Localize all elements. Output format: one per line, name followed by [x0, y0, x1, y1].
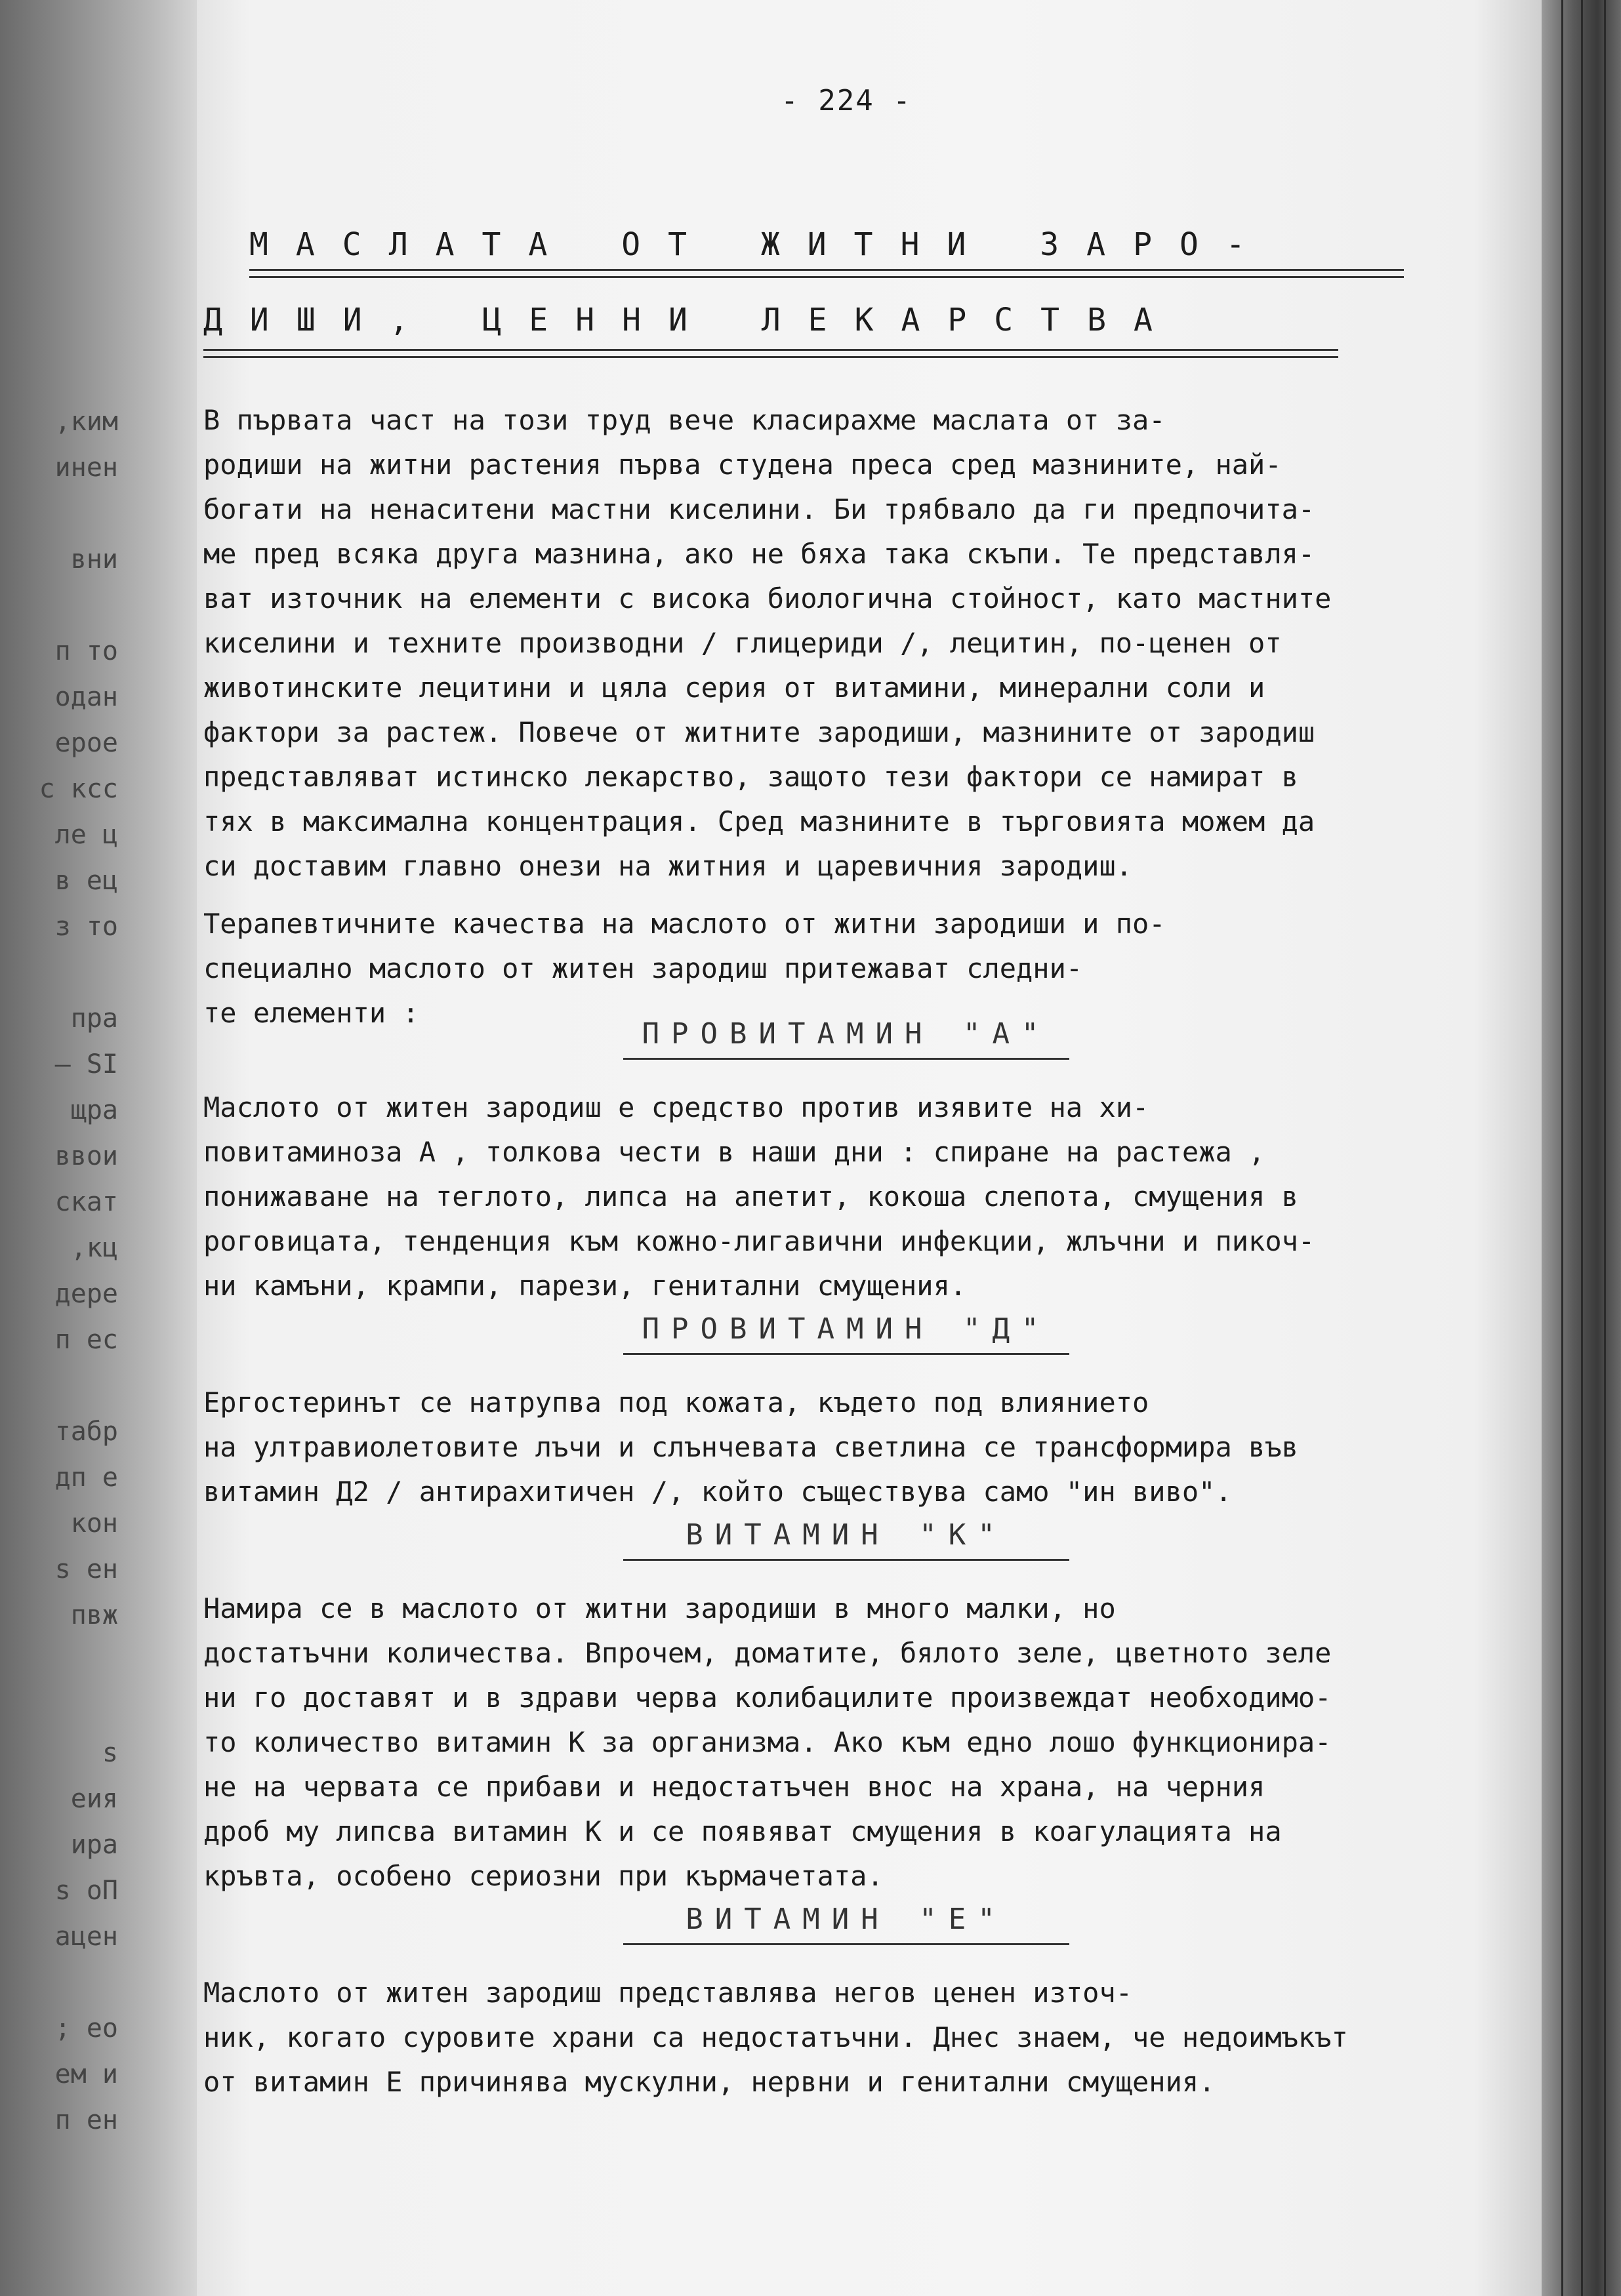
section-line: достатъчни количества. Впрочем, доматите, бялото зеле, цветното зеле: [203, 1637, 1332, 1669]
page-content: [203, 0, 1489, 2296]
facing-page-fragment: пра: [70, 1003, 118, 1034]
intro-line: тях в максимална концентрация. Сред мазнините в търговията можем да: [203, 805, 1315, 837]
facing-page-fragment: з то: [54, 912, 118, 942]
facing-page-fragment: ем и: [54, 2059, 118, 2089]
facing-page-fragment: s оП: [54, 1876, 118, 1906]
facing-page-fragment: ввои: [54, 1141, 118, 1171]
facing-page-fragment: ерое: [54, 728, 118, 758]
facing-page-fragment: табр: [54, 1417, 118, 1447]
section-heading-underline: [623, 1058, 1069, 1060]
title-underline-2: [203, 349, 1338, 358]
intro-line: богати на ненаситени мастни киселини. Би трябвало да ги предпочита-: [203, 493, 1315, 525]
facing-page-fragment: – SI: [54, 1049, 118, 1079]
therapeutic-line: те елементи :: [203, 997, 419, 1029]
section-heading-underline: [623, 1559, 1069, 1561]
facing-page-fragment: s eн: [54, 1554, 118, 1584]
page-number: - 224 -: [781, 84, 912, 117]
facing-page-fragment: с ксс: [39, 774, 118, 804]
facing-page-fragment: щра: [70, 1095, 118, 1125]
section-heading: ВИТАМИН "Е": [686, 1903, 1007, 1936]
facing-page-fragment: п то: [54, 636, 118, 666]
section-line: Ергостеринът се натрупва под кожата, където под влиянието: [203, 1386, 1149, 1419]
intro-line: представляват истинско лекарство, защото тези фактори се намират в: [203, 761, 1298, 793]
facing-page-fragment: п ен: [54, 2105, 118, 2135]
facing-page-fragment: ацен: [54, 1922, 118, 1952]
facing-page-fragment: деpe: [54, 1279, 118, 1309]
section-line: дроб му липсва витамин К и се появяват смущения в коагулацията на: [203, 1815, 1282, 1847]
section-heading-underline: [623, 1353, 1069, 1355]
facing-page-fragment: ,кц: [70, 1233, 118, 1263]
section-line: витамин Д2 / антирахитичен /, който съществува само "ин виво".: [203, 1476, 1232, 1508]
section-line: роговицата, тенденция към кожно-лигавични инфекции, жлъчни и пикоч-: [203, 1225, 1315, 1257]
facing-page-fragment: ; ео: [54, 2013, 118, 2044]
therapeutic-line: специално маслото от житен зародиш притежават следни-: [203, 952, 1083, 984]
facing-page-fragment: п ес: [54, 1325, 118, 1355]
section-line: понижаване на теглото, липса на апетит, кокоша слепота, смущения в: [203, 1180, 1298, 1213]
section-line: от витамин Е причинява мускулни, нервни и генитални смущения.: [203, 2066, 1216, 2098]
section-line: ни го доставят и в здрави черва колибацилите произвеждат необходимо-: [203, 1682, 1332, 1714]
facing-page-fragment: еия: [70, 1784, 118, 1814]
facing-page-fragment: инен: [54, 453, 118, 483]
therapeutic-line: Терапевтичните качества на маслото от житни зародиши и по-: [203, 908, 1166, 940]
section-line: Намира се в маслото от житни зародиши в много малки, но: [203, 1592, 1116, 1624]
section-line: Маслото от житен зародиш е средство против изявите на хи-: [203, 1091, 1149, 1123]
book-spine: [1542, 0, 1621, 2296]
section-line: Маслото от житен зародиш представлява негов ценен източ-: [203, 1977, 1133, 2009]
section-line: кръвта, особено сериозни при кърмачетата.: [203, 1860, 884, 1892]
intro-line: ват източник на елементи с висока биологична стойност, като мастните: [203, 582, 1332, 614]
intro-line: си доставим главно онези на житния и царевичния зародиш.: [203, 850, 1133, 882]
facing-page-fragment: скат: [54, 1187, 118, 1217]
title-underline-1: [249, 269, 1404, 278]
facing-page-edge: [0, 0, 216, 2296]
section-line: ни камъни, крампи, парези, генитални смущения.: [203, 1270, 967, 1302]
section-line: не на червата се прибави и недостатъчен внос на храна, на черния: [203, 1771, 1265, 1803]
facing-page-fragment: пвж: [70, 1600, 118, 1630]
intro-line: В първата част на този труд вече класирахме маслата от за-: [203, 404, 1166, 436]
section-heading: ВИТАМИН "К": [686, 1518, 1007, 1552]
intro-line: родиши на житни растения първа студена преса сред мазнините, най-: [203, 449, 1282, 481]
facing-page-fragment: в ец: [54, 866, 118, 896]
facing-page-fragment: ,ким: [54, 407, 118, 437]
facing-page-fragment: ле ц: [54, 820, 118, 850]
title-line-1: МАСЛАТА ОТ ЖИТНИ ЗАРО-: [249, 226, 1273, 263]
intro-line: ме пред всяка друга мазнина, ако не бяха така скъпи. Те представля-: [203, 538, 1315, 570]
section-line: на ултравиолетовите лъчи и слънчевата светлина се трансформира във: [203, 1431, 1298, 1463]
section-line: ник, когато суровите храни са недостатъчни. Днес знаем, че недоимъкът: [203, 2021, 1348, 2053]
title-line-2: ДИШИ, ЦЕННИ ЛЕКАРСТВА: [203, 302, 1180, 338]
section-heading: ПРОВИТАМИН "Д": [642, 1312, 1051, 1346]
intro-line: киселини и техните производни / глицериди /, лецитин, по-ценен от: [203, 627, 1282, 659]
intro-line: фактори за растеж. Повече от житните зародиши, мазнините от зародиш: [203, 716, 1315, 748]
facing-page-fragment: s: [102, 1738, 118, 1768]
section-line: то количество витамин К за организма. Ако към едно лошо функционира-: [203, 1726, 1332, 1758]
section-heading: ПРОВИТАМИН "А": [642, 1017, 1051, 1051]
facing-page-fragment: одан: [54, 682, 118, 712]
facing-page-fragment: ира: [70, 1830, 118, 1860]
section-line: повитаминоза А , толкова чести в наши дни : спиране на растежа ,: [203, 1136, 1265, 1168]
facing-page-fragment: кон: [70, 1508, 118, 1539]
facing-page-fragment: дп е: [54, 1462, 118, 1493]
section-heading-underline: [623, 1943, 1069, 1945]
facing-page-fragment: вни: [70, 544, 118, 574]
intro-line: животинските лецитини и цяла серия от витамини, минерални соли и: [203, 672, 1265, 704]
